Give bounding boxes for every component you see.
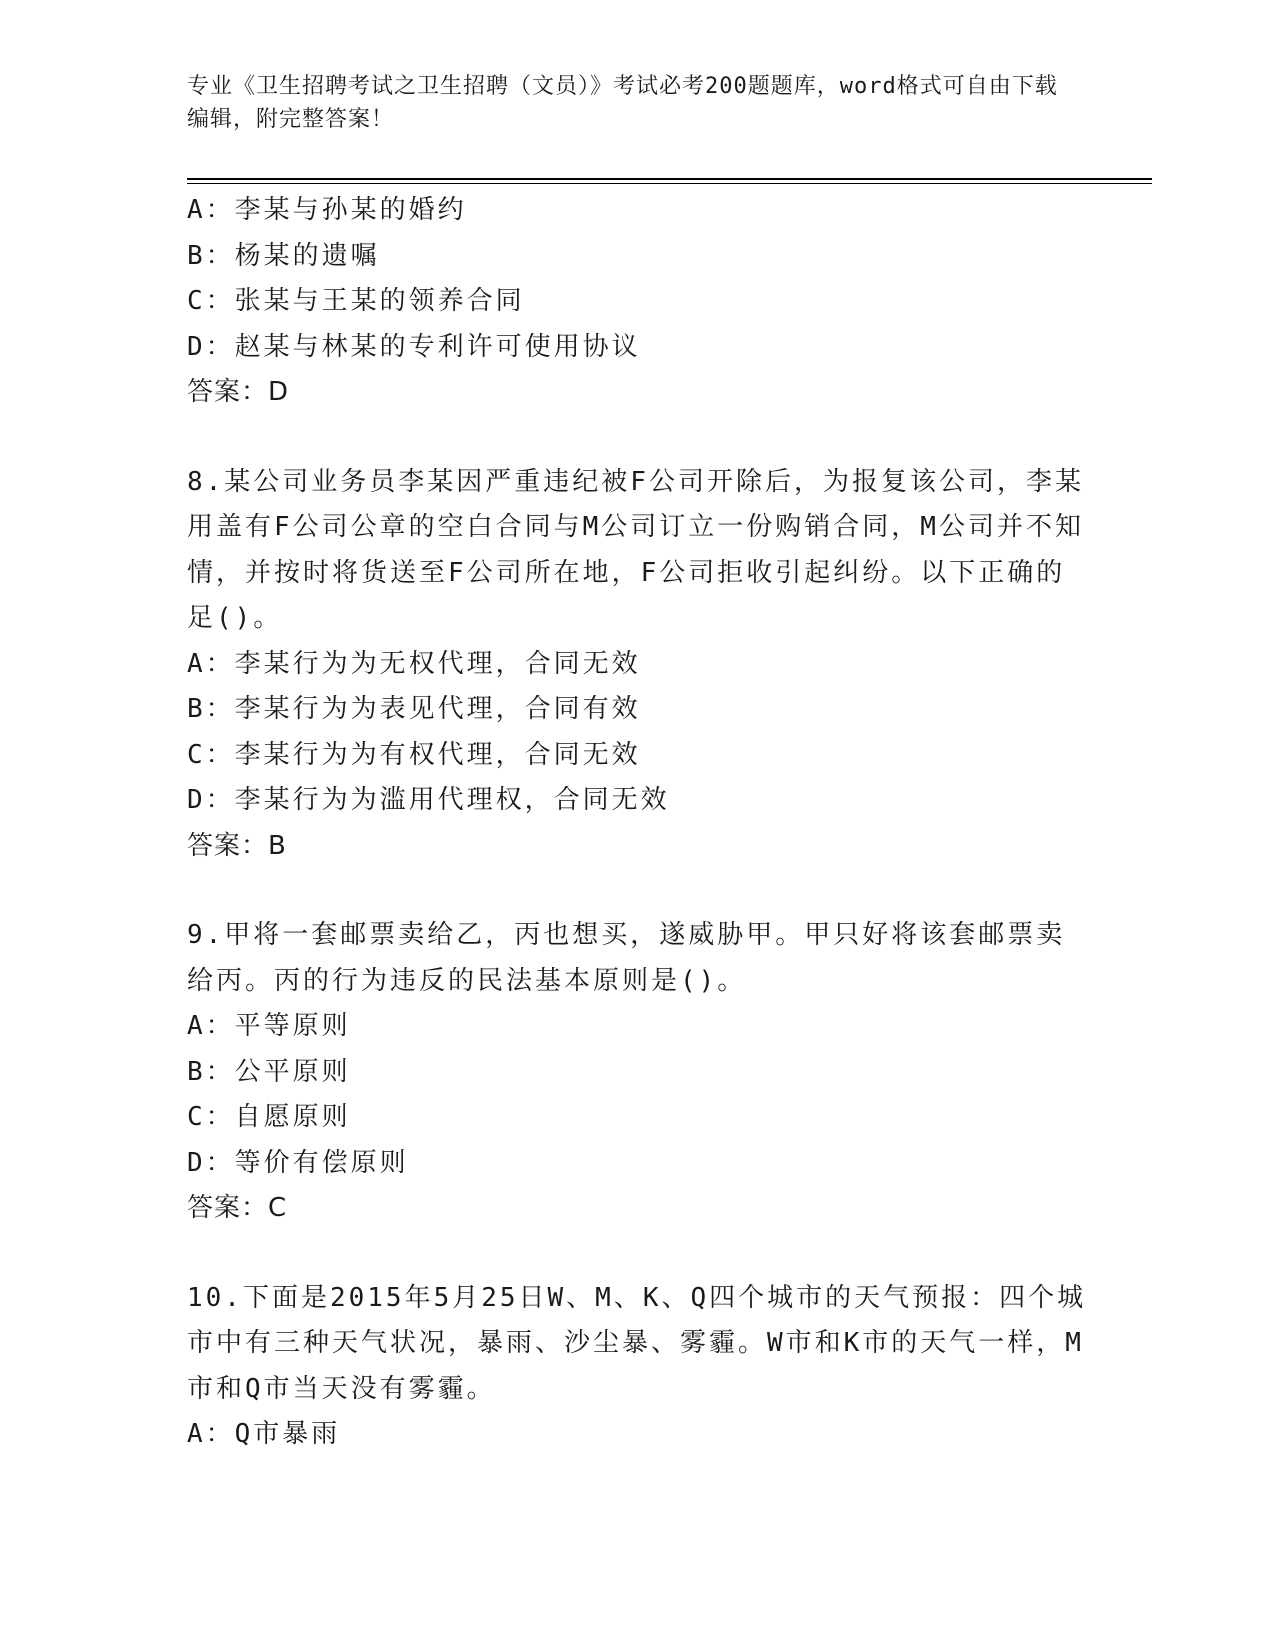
answer: 答案：C xyxy=(187,1193,288,1223)
document-header: 专业《卫生招聘考试之卫生招聘（文员）》考试必考200题题库，word格式可自由下载编辑，附完整答案！ xyxy=(187,74,1058,132)
option-d: D：李某行为为滥用代理权，合同无效 xyxy=(187,785,670,815)
question-9 xyxy=(187,913,1087,1232)
question-text: 9.甲将一套邮票卖给乙，丙也想买，遂威胁甲。甲只好将该套邮票卖给丙。丙的行为违反的民法基本原则是()。 xyxy=(187,920,1066,996)
option-c: C：张某与王某的领养合同 xyxy=(187,286,525,316)
option-a: A：平等原则 xyxy=(187,1011,351,1041)
option-b: B：杨某的遗嘱 xyxy=(187,240,380,271)
option-a: A：李某行为为无权代理，合同无效 xyxy=(187,648,641,679)
header-rule-thin xyxy=(187,183,1152,184)
question-7-partial xyxy=(187,188,1087,416)
option-c: C：李某行为为有权代理，合同无效 xyxy=(187,739,641,770)
option-b: B：李某行为为表见代理，合同有效 xyxy=(187,694,641,724)
option-a: A：Q市暴雨 xyxy=(187,1419,341,1449)
answer: 答案：D xyxy=(187,377,290,407)
question-text: 8.某公司业务员李某因严重违纪被F公司开除后，为报复该公司，李某用盖有F公司公章的空白合同与M公司订立一份购销合同，M公司并不知情，并按时将货送至F公司所在地，F公司拒收引起纠纷。以下正确的足()。 xyxy=(187,466,1084,633)
answer: 答案：B xyxy=(187,830,287,861)
question-8 xyxy=(187,460,1087,870)
question-text: 10.下面是2015年5月25日W、M、K、Q四个城市的天气预报：四个城市中有三种天气状况，暴雨、沙尘暴、雾霾。W市和K市的天气一样，M市和Q市当天没有雾霾。 xyxy=(187,1282,1087,1404)
option-a: A：李某与孙某的婚约 xyxy=(187,195,467,225)
option-c: C：自愿原则 xyxy=(187,1102,351,1132)
question-list xyxy=(187,188,1087,1458)
option-d: D：等价有偿原则 xyxy=(187,1147,409,1178)
header-rule xyxy=(187,178,1152,180)
question-10 xyxy=(187,1276,1087,1458)
option-d: D：赵某与林某的专利许可使用协议 xyxy=(187,331,641,362)
option-b: B：公平原则 xyxy=(187,1056,351,1087)
